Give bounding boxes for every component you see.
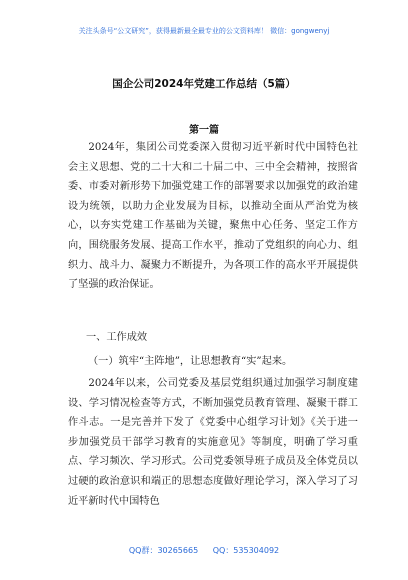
footer-contact xyxy=(0,545,408,556)
body-paragraph: 2024年以来，公司党委及基层党组织通过加强学习制度建设、学习情况检查等方式，不断加强党员教育管理、凝聚干群工作斗志。一是完善并下发了《党委中心组学习计划》《关于进一步加强党员干部学习教育的实施意见》等制度，明确了学习重点、学习频次、学习形式。公司党委领导班子成员及全体党员以过硬的政治意识和端正的思想态度做好理论学习，深入学习了习近平新时代中国特色 xyxy=(68,378,358,507)
footer-qq: QQ：535304092 xyxy=(212,546,280,555)
intro-paragraph: 2024年，集团公司党委深入贯彻习近平新时代中国特色社会主义思想、党的二十大和二十届二中、三中全会精神，按照省委、市委对新形势下加强党建工作的部署要求以加强党的政治建设为统领，以助力企业发展为目标，以推动全面从严治党为核心，以夯实党建工作基础为关键，聚焦中心任务、坚定工作方向，围绕服务发展、提高工作水平，推动了党组织的向心力、组织力、战斗力、凝聚力不断提升，为各项工作的高水平开展提供了坚强的政治保证。 xyxy=(68,142,358,291)
section-heading: 第一篇 xyxy=(189,125,219,136)
subheading-work-results: 一、工作成效 xyxy=(86,332,148,343)
subheading-ideological-education: （一）筑牢“主阵地”，让思想教育“实”起来。 xyxy=(88,356,293,367)
footer-qq-group: QQ群：30265665 xyxy=(128,546,199,555)
promo-header: 关注头条号“公文研究”，获得最新最全最专业的公文资料库！ 微信：gongwenyj xyxy=(78,27,330,35)
document-title: 国企公司2024年党建工作总结（5篇） xyxy=(112,78,296,90)
